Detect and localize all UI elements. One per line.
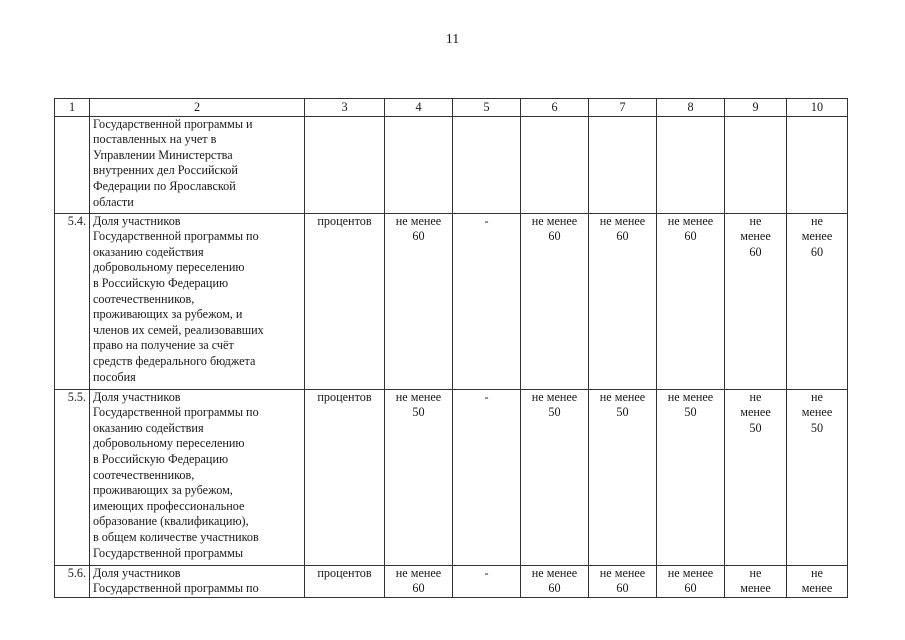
column-header: 10 — [787, 99, 848, 117]
value-cell-col10 — [787, 565, 848, 597]
cell-text-line: 50 — [548, 405, 561, 420]
cell-text-line: средств федерального бюджета — [93, 353, 256, 368]
cell-text-line: Государственной программы по — [93, 581, 259, 596]
value-cell-col6 — [521, 116, 589, 213]
cell-text-line: 50 — [616, 405, 629, 420]
value-cell-col4 — [385, 565, 453, 597]
cell-text-line: менее — [801, 229, 833, 244]
cell-text-line: не менее — [531, 213, 578, 228]
cell-text-line: не — [811, 565, 823, 580]
cell-text-line: добровольному переселению — [93, 436, 245, 451]
column-header: 4 — [385, 99, 453, 117]
cell-text-line: менее — [740, 581, 771, 596]
cell-text-line: 60 — [412, 229, 425, 244]
value-cell-col10 — [787, 116, 848, 213]
cell-text-line: Государственной программы — [93, 545, 244, 560]
cell-text-line: 60 — [616, 229, 629, 244]
cell-text-line: не — [749, 213, 762, 228]
cell-text-line: оказанию содействия — [93, 244, 204, 259]
cell-text-line: не менее — [599, 389, 646, 404]
column-header: 5 — [453, 99, 521, 117]
column-header: 2 — [90, 99, 305, 117]
cell-text-line: - — [484, 389, 489, 404]
value-cell-col9 — [725, 565, 787, 597]
cell-text-line: 60 — [684, 229, 697, 244]
cell-text-line: Управлении Министерства — [93, 147, 233, 162]
column-header: 3 — [305, 99, 385, 117]
value-cell-col6 — [521, 213, 589, 389]
cell-text-line: Доля участников — [93, 389, 181, 404]
cell-text-line: 50 — [810, 420, 824, 435]
cell-text-line: - — [484, 565, 489, 580]
table-row — [55, 213, 848, 389]
cell-text-line: не менее — [599, 213, 646, 228]
cell-text-line: не — [811, 213, 823, 228]
column-header: 6 — [521, 99, 589, 117]
cell-text-line: не менее — [531, 565, 578, 580]
value-cell-col6 — [521, 565, 589, 597]
table-row — [55, 116, 848, 213]
row-number-cell: 5.5. — [55, 389, 90, 565]
cell-text-line: пособия — [93, 369, 136, 384]
row-number-cell: 5.4. — [55, 213, 90, 389]
value-cell-col9 — [725, 116, 787, 213]
table-row — [55, 389, 848, 565]
cell-text-line: менее — [740, 229, 771, 244]
value-cell-col7 — [589, 565, 657, 597]
cell-text-line: менее — [801, 405, 833, 420]
cell-text-line: 50 — [749, 420, 762, 435]
row-number-cell — [55, 116, 90, 213]
cell-text-line: 60 — [810, 244, 824, 259]
cell-text-line: Государственной программы и — [93, 116, 253, 131]
cell-text-line: 50 — [412, 405, 425, 420]
cell-text-line: не — [749, 389, 762, 404]
table-header-row — [55, 99, 848, 117]
cell-text-line: не менее — [667, 389, 714, 404]
column-header: 7 — [589, 99, 657, 117]
cell-text-line: не — [749, 565, 762, 580]
value-cell-col5 — [453, 389, 521, 565]
column-header: 8 — [657, 99, 725, 117]
value-cell-col5 — [453, 116, 521, 213]
indicator-name-cell — [90, 116, 305, 213]
cell-text-line: в Российскую Федерацию — [93, 275, 229, 290]
value-cell-col5 — [453, 213, 521, 389]
cell-text-line: не менее — [667, 565, 714, 580]
value-cell-col6 — [521, 389, 589, 565]
cell-text-line: 60 — [616, 581, 629, 596]
unit-cell: процентов — [305, 213, 385, 389]
cell-text-line: 60 — [548, 229, 561, 244]
unit-cell — [305, 116, 385, 213]
value-cell-col9 — [725, 213, 787, 389]
value-cell-col7 — [589, 213, 657, 389]
cell-text-line: 60 — [412, 581, 425, 596]
indicators-table — [54, 98, 848, 598]
value-cell-col4 — [385, 213, 453, 389]
cell-text-line: в общем количестве участников — [93, 529, 259, 544]
row-number-cell: 5.6. — [55, 565, 90, 597]
cell-text-line: членов их семей, реализовавших — [93, 322, 264, 337]
indicator-name-cell — [90, 389, 305, 565]
cell-text-line: не менее — [395, 213, 442, 228]
cell-text-line: не менее — [667, 213, 714, 228]
cell-text-line: 60 — [548, 581, 561, 596]
cell-text-line: менее — [801, 581, 833, 596]
indicator-name-cell — [90, 213, 305, 389]
column-header: 9 — [725, 99, 787, 117]
value-cell-col8 — [657, 116, 725, 213]
unit-cell: процентов — [305, 565, 385, 597]
value-cell-col10 — [787, 213, 848, 389]
cell-text-line: - — [484, 213, 489, 228]
unit-cell: процентов — [305, 389, 385, 565]
cell-text-line: не менее — [395, 565, 442, 580]
cell-text-line: Доля участников — [93, 213, 181, 228]
column-header: 1 — [55, 99, 90, 117]
cell-text-line: не менее — [395, 389, 442, 404]
value-cell-col8 — [657, 213, 725, 389]
value-cell-col10 — [787, 389, 848, 565]
cell-text-line: проживающих за рубежом, — [93, 483, 233, 498]
cell-text-line: не менее — [599, 565, 646, 580]
cell-text-line: добровольному переселению — [93, 260, 245, 275]
value-cell-col8 — [657, 389, 725, 565]
cell-text-line: образование (квалификацию), — [93, 514, 249, 529]
table-row — [55, 565, 848, 597]
cell-text-line: не — [811, 389, 823, 404]
cell-text-line: Доля участников — [93, 565, 181, 580]
cell-text-line: Государственной программы по — [93, 405, 259, 420]
cell-text-line: в Российскую Федерацию — [93, 451, 229, 466]
cell-text-line: не менее — [531, 389, 578, 404]
cell-text-line: 50 — [684, 405, 697, 420]
page-number: 11 — [445, 32, 460, 47]
cell-text-line: поставленных на учет в — [93, 132, 217, 147]
cell-text-line: области — [93, 194, 134, 209]
cell-text-line: право на получение за счёт — [93, 338, 234, 353]
value-cell-col4 — [385, 389, 453, 565]
indicator-name-cell — [90, 565, 305, 597]
cell-text-line: соотечественников, — [93, 291, 195, 306]
cell-text-line: менее — [740, 405, 771, 420]
value-cell-col9 — [725, 389, 787, 565]
value-cell-col8 — [657, 565, 725, 597]
cell-text-line: имеющих профессиональное — [93, 498, 245, 513]
value-cell-col5 — [453, 565, 521, 597]
cell-text-line: проживающих за рубежом, и — [93, 307, 243, 322]
cell-text-line: оказанию содействия — [93, 420, 204, 435]
value-cell-col7 — [589, 389, 657, 565]
value-cell-col7 — [589, 116, 657, 213]
cell-text-line: 60 — [684, 581, 697, 596]
cell-text-line: соотечественников, — [93, 467, 195, 482]
cell-text-line: Федерации по Ярославской — [93, 178, 236, 193]
cell-text-line: 60 — [749, 244, 762, 259]
cell-text-line: Государственной программы по — [93, 229, 259, 244]
value-cell-col4 — [385, 116, 453, 213]
cell-text-line: внутренних дел Российской — [93, 163, 238, 178]
